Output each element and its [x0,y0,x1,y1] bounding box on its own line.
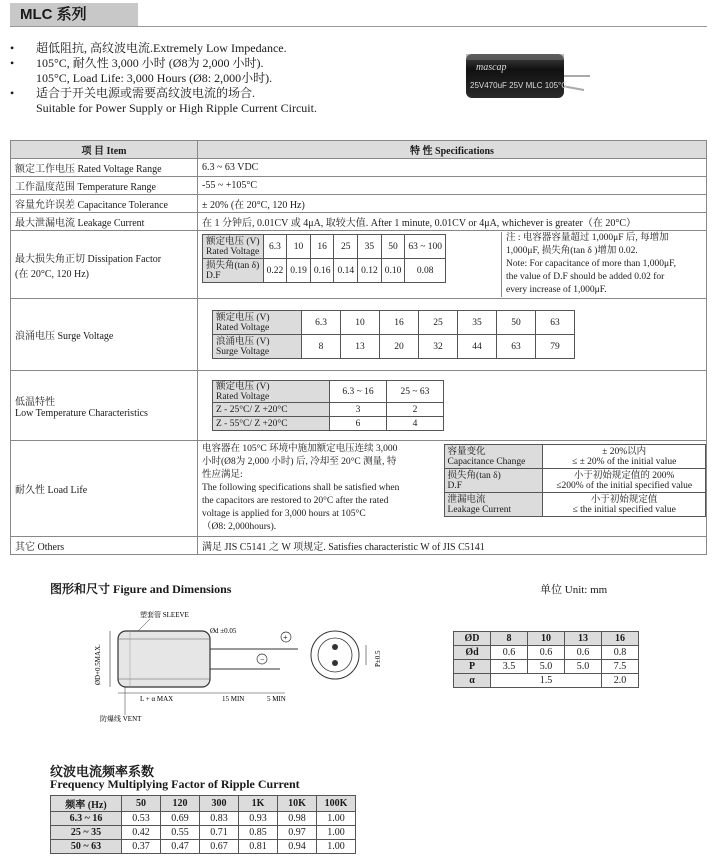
surge-r4: 35 [458,311,497,335]
rip-r2c5: 0.94 [278,840,317,854]
rip-r1c3: 0.71 [200,826,239,840]
rip-r2c0: 50 ~ 63 [51,840,122,854]
capacitor-photo [462,48,592,120]
rip-r0c6: 1.00 [317,812,356,826]
spec-table [10,140,707,555]
rip-r1c1: 0.42 [122,826,161,840]
feature-1: 超低阻抗, 高纹波电流.Extremely Low Impedance. [36,41,287,55]
label-15min: 15 MIN [222,695,245,703]
row-label-df [11,231,198,299]
df-note-line: 1,000μF, 损失角(tan δ )增加 0.02. [506,246,638,256]
life-a2 [444,493,543,517]
df-d4: 0.12 [358,259,382,283]
life-a0 [444,445,543,469]
surge-h1 [213,311,302,335]
df-v6: 63 ~ 100 [405,235,446,259]
dim-h1: 8 [491,632,528,646]
lowtemp-r1: Z - 25°C/ Z +20°C [213,403,330,417]
label-d: Ød ±0.05 [210,627,237,635]
lowtemp-c1: 25 ~ 63 [387,381,444,403]
life-line: 性应满足: [202,470,243,480]
surge-r2: 16 [380,311,419,335]
row-label-others: 其它 Others [11,537,198,555]
df-d6: 0.08 [405,259,446,283]
life-a1 [444,469,543,493]
rip-r2c2: 0.47 [161,840,200,854]
dim-h4: 16 [602,632,639,646]
rip-r2c1: 0.37 [122,840,161,854]
rip-h4: 1K [239,796,278,812]
life-text [198,441,438,536]
col-header-item: 项 目 Item [11,141,198,159]
life-a2-cn: 泄漏电流 [447,494,486,505]
dim-h3: 13 [565,632,602,646]
label-D: ØD+0.5MAX. [94,644,102,685]
df-h2 [203,259,264,283]
rip-r1c4: 0.85 [239,826,278,840]
life-line: （Ø8: 2,000hours). [202,522,277,532]
dim-p3: 5.0 [565,660,602,674]
surge-r5: 50 [497,311,536,335]
surge-s1: 13 [341,335,380,359]
df-v4: 35 [358,235,382,259]
dim-p4: 7.5 [602,660,639,674]
lowtemp-label-en: Low Temperature Characteristics [15,407,148,419]
feature-2: 105°C, 耐久性 3,000 小时 (Ø8为 2,000 小时). [36,56,264,70]
life-line: 小时(Ø8为 2,000 小时) 后, 冷却至 20°C 测量, 特 [202,457,397,467]
df-h1-cn: 额定电压 (V) [206,236,260,247]
row-value-others: 满足 JIS C5141 之 W 项规定. Satisfies characteristic W of JIS C5141 [198,537,707,555]
brand-logo: mascap [476,62,507,73]
row-value-leakage: 在 1 分钟后, 0.01CV 或 4μA, 取较大值. After 1 minute, 0.01CV or 4μA, whichever is greater（在 20°C） [198,213,707,231]
rip-h5: 10K [278,796,317,812]
series-title: MLC 系列 [10,3,138,26]
figure-unit: 单位 Unit: mm [540,584,608,596]
surge-h2-en: Surge Voltage [216,346,270,357]
row-value-temp: -55 ~ +105°C [198,177,707,195]
rip-r1c2: 0.55 [161,826,200,840]
label-P: P±0.5 [374,650,382,667]
life-a0-en: Capacitance Change [447,456,526,467]
rip-r0c5: 0.98 [278,812,317,826]
df-v3: 25 [334,235,358,259]
surge-s6: 79 [536,335,575,359]
row-label-lowtemp [11,371,198,441]
df-label-cn: 最大损失角正切 Dissipation Factor [15,253,162,265]
df-note-line: every increase of 1,000μF. [506,285,607,295]
df-v1: 10 [287,235,311,259]
df-d5: 0.10 [381,259,405,283]
lowtemp-r2: Z - 55°C/ Z +20°C [213,417,330,431]
life-c2-en: ≤ the initial specified value [572,504,676,515]
label-sleeve: 塑套管 SLEEVE [140,611,189,619]
feature-2-en: 105°C, Load Life: 3,000 Hours (Ø8: 2,000小时). [36,71,273,85]
lowtemp-label-cn: 低温特性 [15,396,55,408]
feature-3-en: Suitable for Power Supply or High Ripple Current Circuit. [36,101,317,115]
df-d2: 0.16 [310,259,334,283]
surge-s3: 32 [419,335,458,359]
rip-r0c0: 6.3 ~ 16 [51,812,122,826]
dimension-table [453,631,639,688]
dim-p0: P [454,660,491,674]
dim-a2: 2.0 [602,674,639,688]
rip-r0c4: 0.93 [239,812,278,826]
row-value-lowtemp [198,371,707,441]
life-c2-cn: 小于初始规定值 [590,494,658,505]
lowtemp-h1-en: Rated Voltage [216,391,270,402]
lowtemp-r2v0: 6 [330,417,387,431]
lowtemp-h1-cn: 额定电压 (V) [216,381,270,392]
df-note-line: 注 : 电容器容量超过 1,000μF 后, 每增加 [506,233,669,243]
life-c1 [543,469,706,493]
lowtemp-h1 [213,381,330,403]
rip-r2c3: 0.67 [200,840,239,854]
capacitor-marking: 25V470uF 25V MLC 105°C [470,81,568,90]
life-a1-en: D.F [447,480,463,491]
capacitor-body [118,631,210,687]
life-c2 [543,493,706,517]
label-L: L + α MAX [140,695,174,703]
df-v5: 50 [381,235,405,259]
life-table [444,444,706,517]
row-label-temp: 工作温度范围 Temperature Range [11,177,198,195]
rip-r2c6: 1.00 [317,840,356,854]
df-d3: 0.14 [334,259,358,283]
surge-r6: 63 [536,311,575,335]
col-header-spec: 特 性 Specifications [198,141,707,159]
surge-s4: 44 [458,335,497,359]
rip-h2: 120 [161,796,200,812]
life-line: The following specifications shall be satisfied when [202,483,400,493]
surge-r1: 10 [341,311,380,335]
surge-table [212,310,575,359]
dim-d3: 0.6 [565,646,602,660]
lowtemp-r1v1: 2 [387,403,444,417]
df-h2-en: D.F [206,270,221,281]
df-h1-en: Rated Voltage [206,246,260,257]
dim-h0: ØD [454,632,491,646]
svg-text:+: + [283,633,288,642]
surge-s2: 20 [380,335,419,359]
surge-h1-cn: 额定电压 (V) [216,312,270,323]
label-5min: 5 MIN [267,695,286,703]
label-vent: 防爆线 VENT [100,715,142,723]
df-note-line: Note: For capacitance of more than 1,000μF, [506,259,677,269]
df-d1: 0.19 [287,259,311,283]
surge-r3: 25 [419,311,458,335]
bullet-icon: • [10,86,15,100]
life-line: voltage is applied for 3,000 hours at 105°C [202,509,366,519]
rip-r0c2: 0.69 [161,812,200,826]
row-value-life [198,441,707,537]
bullet-icon: • [10,41,15,55]
life-c0 [543,445,706,469]
lowtemp-c0: 6.3 ~ 16 [330,381,387,403]
dim-d2: 0.6 [528,646,565,660]
row-value-voltage: 6.3 ~ 63 VDC [198,159,707,177]
ripple-table [50,795,356,854]
df-v0: 6.3 [263,235,287,259]
life-c0-en: ≤ ± 20% of the initial value [572,456,677,467]
feature-3: 适合于开关电源或需要高纹波电流的场合. [36,86,256,100]
life-a2-en: Leakage Current [447,504,512,515]
rip-r1c6: 1.00 [317,826,356,840]
surge-h1-en: Rated Voltage [216,322,270,333]
row-value-surge [198,299,707,371]
dim-a1: 1.5 [491,674,602,688]
row-label-voltage: 额定工作电压 Rated Voltage Range [11,159,198,177]
dim-d4: 0.8 [602,646,639,660]
surge-s5: 63 [497,335,536,359]
df-label-cond: (在 20°C, 120 Hz) [15,268,89,280]
header-divider [10,26,707,27]
row-label-surge: 浪涌电压 Surge Voltage [11,299,198,371]
df-v2: 16 [310,235,334,259]
ripple-title-cn: 纹波电流频率系数 [50,764,155,779]
row-label-leakage: 最大泄漏电流 Leakage Current [11,213,198,231]
lowtemp-r2v1: 4 [387,417,444,431]
row-value-tolerance: ± 20% (在 20°C, 120 Hz) [198,195,707,213]
rip-r0c3: 0.83 [200,812,239,826]
df-d0: 0.22 [263,259,287,283]
rip-r0c1: 0.53 [122,812,161,826]
lowtemp-r1v0: 3 [330,403,387,417]
surge-h2 [213,335,302,359]
dim-a0: α [454,674,491,688]
surge-r0: 6.3 [302,311,341,335]
dimension-drawing [90,605,410,730]
rip-h3: 300 [200,796,239,812]
life-a0-cn: 容量变化 [447,446,486,457]
dim-h2: 10 [528,632,565,646]
row-label-tolerance: 容量允许误差 Capacitance Tolerance [11,195,198,213]
life-a1-cn: 损失角(tan δ) [447,470,501,481]
lowtemp-table [212,380,444,431]
rip-h6: 100K [317,796,356,812]
rip-r2c4: 0.81 [239,840,278,854]
dim-d1: 0.6 [491,646,528,660]
surge-s0: 8 [302,335,341,359]
ripple-title-en: Frequency Multiplying Factor of Ripple Current [50,777,300,791]
rip-h0: 频率 (Hz) [51,796,122,812]
dim-d0: Ød [454,646,491,660]
life-c0-cn: ± 20%以内 [602,446,647,457]
rip-r1c0: 25 ~ 35 [51,826,122,840]
df-note [501,232,702,297]
life-line: 电容器在 105°C 环境中施加额定电压连续 3,000 [202,444,398,454]
life-c1-cn: 小于初始规定值的 200% [573,470,675,481]
df-h1 [203,235,264,259]
dim-p2: 5.0 [528,660,565,674]
figure-title: 图形和尺寸 Figure and Dimensions [50,582,232,596]
surge-h2-cn: 浪涌电压 (V) [216,336,270,347]
dim-p1: 3.5 [491,660,528,674]
row-value-df [198,231,707,299]
bullet-icon: • [10,56,15,70]
row-label-life: 耐久性 Load Life [11,441,198,537]
life-line: the capacitors are restored to 20°C after the rated [202,496,389,506]
rip-r1c5: 0.97 [278,826,317,840]
svg-text:−: − [260,655,265,664]
df-h2-cn: 损失角(tan δ) [206,260,260,271]
df-note-line: the value of D.F should be added 0.02 for [506,272,665,282]
df-table [202,234,446,283]
rip-h1: 50 [122,796,161,812]
life-c1-en: ≤200% of the initial specified value [556,480,693,491]
